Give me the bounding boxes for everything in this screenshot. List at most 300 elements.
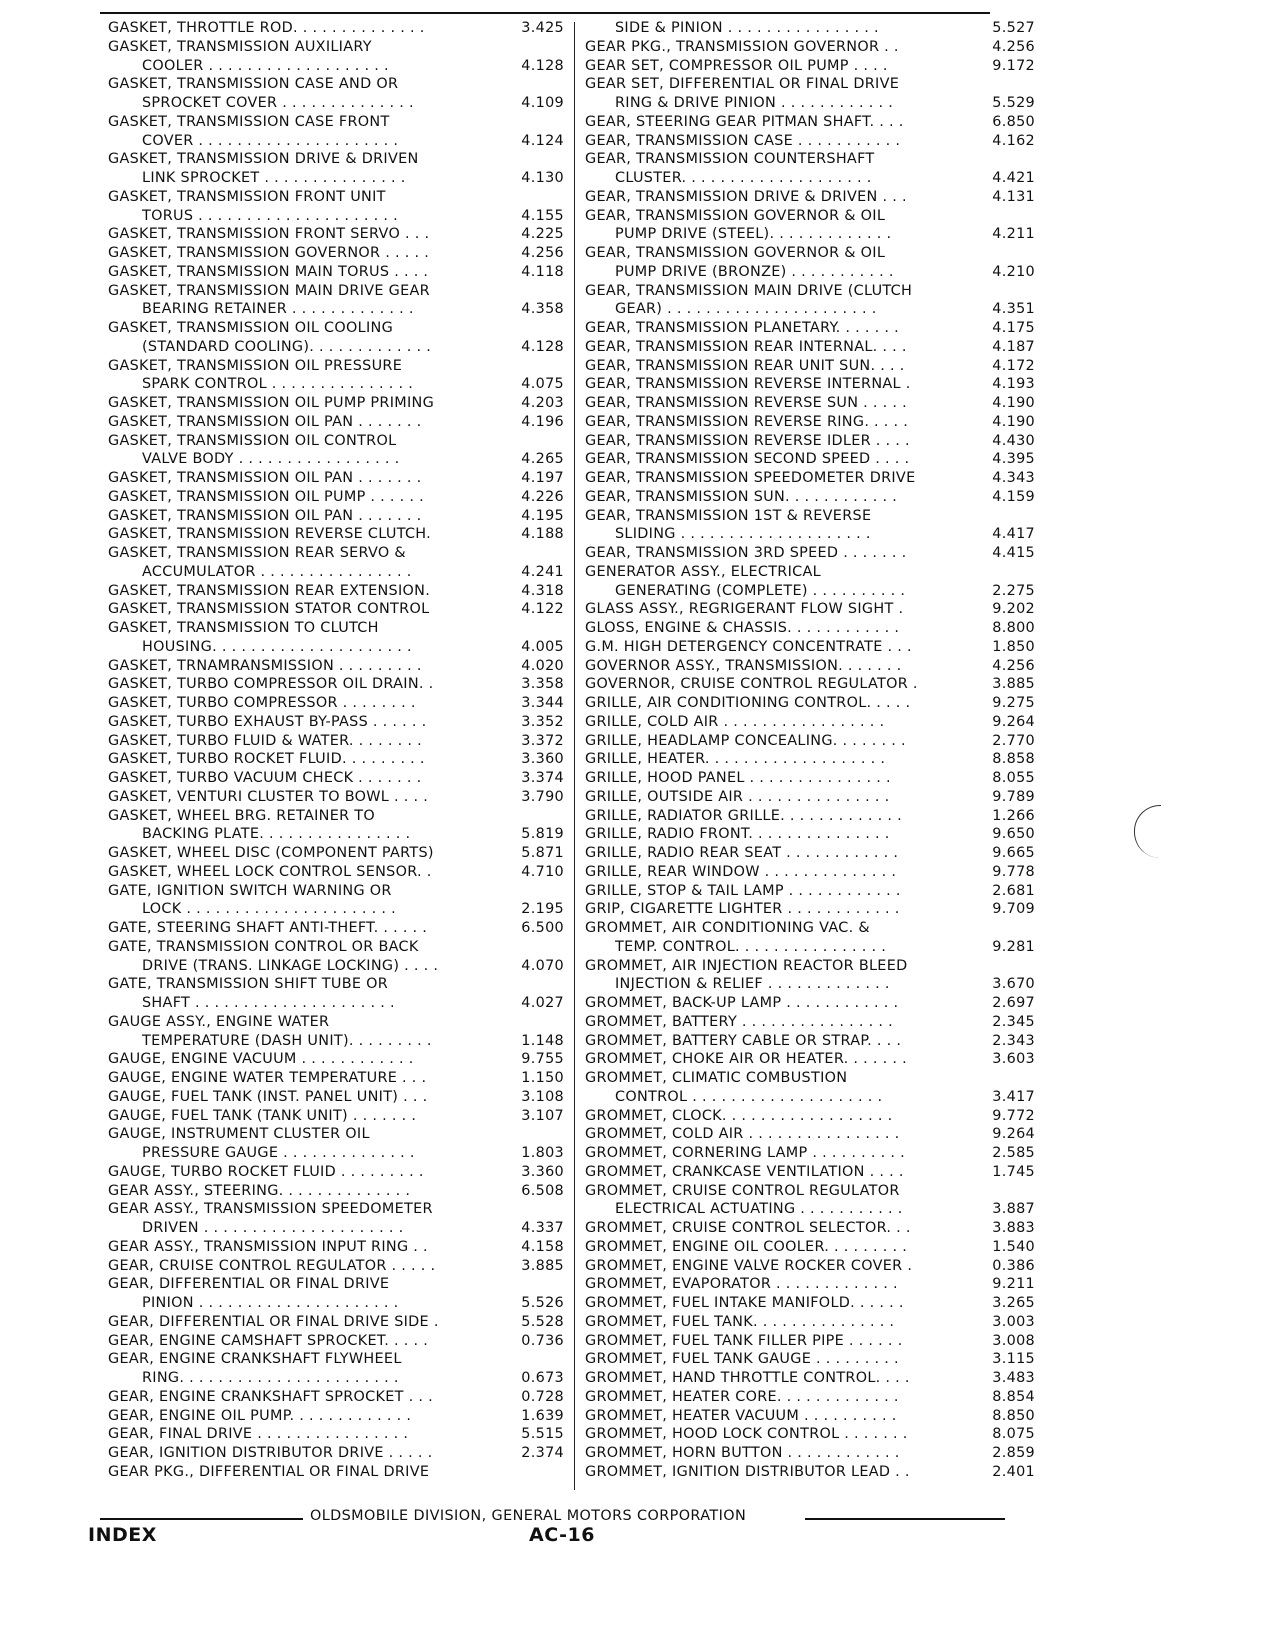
entry-number: 3.603 <box>992 1051 1035 1068</box>
index-entry <box>585 769 1035 788</box>
index-entry <box>108 750 566 769</box>
index-entry <box>108 113 566 132</box>
entry-name: GEAR, TRANSMISSION 3RD SPEED . . . . . . . <box>585 545 907 561</box>
entry-number: 4.430 <box>992 432 1035 449</box>
entry-name: RING. . . . . . . . . . . . . . . . . . . . . . . <box>142 1370 399 1386</box>
margin-bracket-mark <box>1134 805 1161 858</box>
entry-name: CONTROL . . . . . . . . . . . . . . . . . . . . <box>615 1088 883 1105</box>
entry-number: 3.360 <box>521 1163 564 1180</box>
entry-number: 3.885 <box>521 1257 564 1274</box>
index-entry <box>585 882 1035 901</box>
entry-number: 4.188 <box>521 526 564 543</box>
index-entry <box>585 1350 1035 1369</box>
index-entry <box>108 807 566 826</box>
entry-number: 9.665 <box>992 845 1035 861</box>
entry-name: GEAR SET, COMPRESSOR OIL PUMP . . . . <box>585 57 888 74</box>
entry-number: 6.850 <box>992 113 1035 130</box>
index-entry <box>108 319 566 338</box>
index-entry <box>585 694 1035 713</box>
entry-name: GEAR, CRUISE CONTROL REGULATOR . . . . . <box>108 1257 436 1274</box>
entry-name: GATE, TRANSMISSION CONTROL OR BACK <box>108 938 419 955</box>
entry-name: GOVERNOR, CRUISE CONTROL REGULATOR . <box>585 676 918 693</box>
index-entry <box>108 469 566 488</box>
entry-name: GRILLE, COLD AIR . . . . . . . . . . . . . . . . . <box>585 713 885 730</box>
index-entry <box>108 938 566 957</box>
entry-name: GEAR, ENGINE OIL PUMP. . . . . . . . . . . . . <box>108 1407 412 1424</box>
entry-name: GROMMET, CORNERING LAMP . . . . . . . . . . <box>585 1145 905 1161</box>
entry-name: GASKET, TRANSMISSION GOVERNOR . . . . . <box>108 245 430 261</box>
index-entry <box>108 694 566 713</box>
entry-number: 4.195 <box>521 507 564 524</box>
index-entry <box>108 150 566 169</box>
index-entry <box>585 975 1035 994</box>
entry-name: GROMMET, AIR CONDITIONING VAC. & <box>585 920 870 936</box>
entry-name: TEMPERATURE (DASH UNIT). . . . . . . . . <box>142 1032 432 1049</box>
entry-name: GEAR, TRANSMISSION REVERSE RING. . . . . <box>585 413 909 430</box>
entry-number: 9.789 <box>992 788 1035 805</box>
index-entry <box>585 582 1035 601</box>
index-entry <box>585 1444 1035 1463</box>
entry-name: GASKET, THROTTLE ROD. . . . . . . . . . . . . . <box>108 20 425 36</box>
entry-name: PRESSURE GAUGE . . . . . . . . . . . . . . <box>142 1145 415 1161</box>
index-entry <box>108 1388 566 1407</box>
entry-number: 4.131 <box>992 188 1035 205</box>
entry-number: 6.500 <box>521 920 564 936</box>
entry-number: 3.352 <box>521 713 564 730</box>
entry-number: 0.673 <box>521 1370 564 1386</box>
entry-name: SHAFT . . . . . . . . . . . . . . . . . . . . . <box>142 995 395 1011</box>
entry-number: 3.108 <box>521 1088 564 1105</box>
column-divider <box>574 22 575 1490</box>
entry-number: 4.128 <box>521 57 564 74</box>
index-entry <box>585 507 1035 526</box>
index-entry <box>585 638 1035 657</box>
entry-number: 3.885 <box>992 676 1035 693</box>
index-entry <box>585 150 1035 169</box>
entry-name: GASKET, TURBO COMPRESSOR OIL DRAIN. . <box>108 676 434 693</box>
entry-number: 9.264 <box>992 713 1035 730</box>
index-entry <box>585 525 1035 544</box>
entry-name: GEAR PKG., DIFFERENTIAL OR FINAL DRIVE <box>108 1463 430 1480</box>
index-entry <box>585 169 1035 188</box>
index-entry <box>108 1425 566 1444</box>
entry-number: 9.772 <box>992 1107 1035 1124</box>
entry-name: GASKET, WHEEL BRG. RETAINER TO <box>108 807 375 824</box>
entry-name: GROMMET, CHOKE AIR OR HEATER. . . . . . . <box>585 1051 907 1068</box>
index-entry <box>108 1144 566 1163</box>
index-entry <box>108 732 566 751</box>
index-entry <box>108 769 566 788</box>
entry-number: 4.109 <box>521 95 564 111</box>
index-entry <box>108 1332 566 1351</box>
index-entry <box>108 825 566 844</box>
index-entry <box>108 1407 566 1426</box>
entry-name: GRILLE, HEATER. . . . . . . . . . . . . . . . . . . <box>585 751 886 768</box>
entry-number: 4.256 <box>992 657 1035 674</box>
index-entry <box>108 263 566 282</box>
entry-name: GRILLE, AIR CONDITIONING CONTROL. . . . . <box>585 695 911 711</box>
index-entry <box>108 432 566 451</box>
entry-name: GASKET, TURBO EXHAUST BY-PASS . . . . . . <box>108 713 427 730</box>
entry-number: 5.819 <box>521 826 564 843</box>
index-entry <box>585 207 1035 226</box>
entry-name: GROMMET, HEATER VACUUM . . . . . . . . . . <box>585 1407 897 1424</box>
entry-name: SIDE & PINION . . . . . . . . . . . . . . . . <box>615 20 879 36</box>
entry-name: GROMMET, HAND THROTTLE CONTROL. . . . <box>585 1370 910 1386</box>
entry-number: 9.172 <box>992 57 1035 74</box>
index-entry <box>108 1369 566 1388</box>
entry-name: GROMMET, FUEL TANK. . . . . . . . . . . . . . . <box>585 1313 895 1330</box>
entry-number: 9.709 <box>992 901 1035 918</box>
index-entry <box>108 1013 566 1032</box>
index-entry <box>108 1275 566 1294</box>
index-entry <box>585 19 1035 38</box>
entry-name: GEAR, FINAL DRIVE . . . . . . . . . . . . . . . . <box>108 1426 409 1443</box>
entry-number: 4.318 <box>521 582 564 599</box>
entry-number: 3.374 <box>521 770 564 786</box>
entry-name: GENERATOR ASSY., ELECTRICAL <box>585 563 821 580</box>
index-entry <box>108 994 566 1013</box>
entry-name: HOUSING. . . . . . . . . . . . . . . . . . . . . <box>142 638 412 655</box>
entry-number: 1.266 <box>992 807 1035 824</box>
entry-name: GASKET, TRANSMISSION OIL COOLING <box>108 320 394 336</box>
entry-name: GLASS ASSY., REGRIGERANT FLOW SIGHT . <box>585 601 904 618</box>
index-entry <box>108 488 566 507</box>
entry-number: 3.883 <box>992 1220 1035 1236</box>
entry-name: GEAR, ENGINE CRANKSHAFT SPROCKET . . . <box>108 1388 433 1405</box>
index-entry <box>585 1144 1035 1163</box>
entry-number: 4.225 <box>521 226 564 243</box>
entry-name: GATE, IGNITION SWITCH WARNING OR <box>108 882 392 899</box>
index-entry <box>585 319 1035 338</box>
entry-name: GEAR, TRANSMISSION GOVERNOR & OIL <box>585 245 886 261</box>
entry-name: GEAR, DIFFERENTIAL OR FINAL DRIVE <box>108 1276 390 1293</box>
entry-name: GAUGE, ENGINE WATER TEMPERATURE . . . <box>108 1070 427 1086</box>
index-entry <box>585 113 1035 132</box>
entry-number: 2.697 <box>992 995 1035 1011</box>
entry-number: 4.226 <box>521 488 564 505</box>
entry-number: 4.256 <box>992 38 1035 55</box>
index-entry <box>108 338 566 357</box>
entry-number: 4.175 <box>992 320 1035 336</box>
index-entry <box>108 300 566 319</box>
entry-name: GROMMET, FUEL TANK FILLER PIPE . . . . . . <box>585 1332 903 1349</box>
index-entry <box>108 1088 566 1107</box>
index-entry <box>585 1369 1035 1388</box>
entry-name: GEAR, DIFFERENTIAL OR FINAL DRIVE SIDE . <box>108 1313 439 1330</box>
entry-name: GEAR PKG., TRANSMISSION GOVERNOR . . <box>585 38 899 55</box>
entry-number: 2.275 <box>992 582 1035 599</box>
entry-number: 4.343 <box>992 470 1035 486</box>
footer-division: OLDSMOBILE DIVISION, GENERAL MOTORS CORPORATION <box>310 1508 747 1524</box>
entry-name: GEAR, IGNITION DISTRIBUTOR DRIVE . . . . . <box>108 1445 433 1461</box>
entry-number: 9.275 <box>992 695 1035 711</box>
footer-rule-left <box>100 1518 303 1520</box>
index-entry <box>108 1444 566 1463</box>
index-entry <box>585 1275 1035 1294</box>
entry-number: 3.417 <box>992 1088 1035 1105</box>
entry-name: GASKET, TRANSMISSION REAR EXTENSION. <box>108 582 431 599</box>
index-entry <box>585 1182 1035 1201</box>
entry-name: PINION . . . . . . . . . . . . . . . . . . . . . <box>142 1295 399 1311</box>
index-entry <box>585 432 1035 451</box>
index-entry <box>585 1032 1035 1051</box>
index-entry <box>585 1088 1035 1107</box>
entry-name: GOVERNOR ASSY., TRANSMISSION. . . . . . . <box>585 657 902 674</box>
entry-number: 4.210 <box>992 263 1035 280</box>
index-entry <box>585 1107 1035 1126</box>
entry-number: 5.871 <box>521 845 564 861</box>
entry-name: GASKET, TURBO FLUID & WATER. . . . . . . . <box>108 732 422 749</box>
entry-name: GEAR, TRANSMISSION REAR INTERNAL. . . . <box>585 338 907 355</box>
entry-name: GROMMET, BATTERY CABLE OR STRAP. . . . <box>585 1032 902 1049</box>
entry-name: GAUGE, FUEL TANK (INST. PANEL UNIT) . . . <box>108 1088 428 1105</box>
index-entry <box>108 94 566 113</box>
index-entry <box>585 957 1035 976</box>
index-entry <box>108 188 566 207</box>
index-entry <box>585 938 1035 957</box>
entry-name: GROMMET, BATTERY . . . . . . . . . . . . . . . . <box>585 1013 894 1030</box>
entry-number: 4.158 <box>521 1238 564 1255</box>
entry-number: 4.124 <box>521 132 564 149</box>
entry-name: GEAR, TRANSMISSION 1ST & REVERSE <box>585 507 872 524</box>
entry-number: 4.162 <box>992 132 1035 149</box>
entry-name: GEAR, TRANSMISSION SUN. . . . . . . . . . . . <box>585 488 898 505</box>
entry-number: 3.425 <box>521 20 564 36</box>
entry-name: GASKET, TRANSMISSION REVERSE CLUTCH. <box>108 526 432 543</box>
index-entry <box>585 225 1035 244</box>
entry-number: 4.211 <box>992 226 1035 243</box>
entry-number: 8.850 <box>992 1407 1035 1424</box>
entry-number: 3.265 <box>992 1295 1035 1311</box>
entry-name: SLIDING . . . . . . . . . . . . . . . . . . . . <box>615 526 871 543</box>
entry-number: 4.193 <box>992 376 1035 393</box>
entry-name: GRILLE, RADIO REAR SEAT . . . . . . . . . . . . <box>585 845 899 861</box>
entry-name: GEAR ASSY., TRANSMISSION SPEEDOMETER <box>108 1201 433 1218</box>
entry-number: 3.670 <box>992 976 1035 993</box>
index-entry <box>108 975 566 994</box>
index-entry <box>108 582 566 601</box>
entry-name: GASKET, WHEEL LOCK CONTROL SENSOR. . <box>108 863 432 880</box>
index-entry <box>585 132 1035 151</box>
index-entry <box>108 450 566 469</box>
page-number: AC-16 <box>529 1524 595 1546</box>
index-entry <box>585 1163 1035 1182</box>
entry-name: GROMMET, ENGINE OIL COOLER. . . . . . . . . <box>585 1238 908 1255</box>
entry-name: GEAR, TRANSMISSION REAR UNIT SUN. . . . <box>585 357 905 374</box>
entry-number: 2.374 <box>521 1445 564 1461</box>
entry-number: 0.736 <box>521 1332 564 1349</box>
entry-number: 9.211 <box>992 1276 1035 1293</box>
entry-name: RING & DRIVE PINION . . . . . . . . . . . . <box>615 95 894 111</box>
entry-name: GEAR, ENGINE CRANKSHAFT FLYWHEEL <box>108 1351 402 1368</box>
index-entry <box>585 544 1035 563</box>
index-entry <box>108 638 566 657</box>
index-entry <box>585 1050 1035 1069</box>
entry-number: 0.386 <box>992 1257 1035 1274</box>
index-entry <box>585 994 1035 1013</box>
entry-number: 4.351 <box>992 301 1035 318</box>
index-entry <box>585 469 1035 488</box>
entry-name: LINK SPROCKET . . . . . . . . . . . . . . . <box>142 170 406 186</box>
index-entry <box>585 1069 1035 1088</box>
entry-number: 4.159 <box>992 488 1035 505</box>
entry-number: 5.526 <box>521 1295 564 1311</box>
index-entry <box>585 657 1035 676</box>
entry-name: GATE, TRANSMISSION SHIFT TUBE OR <box>108 976 389 993</box>
index-entry <box>585 1388 1035 1407</box>
top-rule <box>100 12 990 14</box>
index-entry <box>585 1313 1035 1332</box>
index-entry <box>108 132 566 151</box>
entry-name: GRILLE, STOP & TAIL LAMP . . . . . . . . . . . . <box>585 882 901 899</box>
entry-number: 1.803 <box>521 1145 564 1161</box>
entry-number: 5.529 <box>992 95 1035 111</box>
index-entry <box>108 375 566 394</box>
entry-name: GASKET, TURBO COMPRESSOR . . . . . . . . <box>108 695 416 711</box>
entry-number: 3.358 <box>521 676 564 693</box>
section-label: INDEX <box>88 1524 157 1546</box>
entry-name: GRILLE, HOOD PANEL . . . . . . . . . . . . . . . <box>585 770 891 786</box>
entry-name: GROMMET, CLOCK. . . . . . . . . . . . . . . . . . <box>585 1107 893 1124</box>
index-entry <box>585 1294 1035 1313</box>
index-entry <box>108 863 566 882</box>
entry-name: ACCUMULATOR . . . . . . . . . . . . . . . . <box>142 563 412 580</box>
entry-name: INJECTION & RELIEF . . . . . . . . . . . . . <box>615 976 890 993</box>
entry-number: 2.401 <box>992 1463 1035 1480</box>
entry-name: GEAR, TRANSMISSION REVERSE INTERNAL . <box>585 376 911 393</box>
index-entry <box>108 1107 566 1126</box>
index-entry <box>585 863 1035 882</box>
entry-number: 3.107 <box>521 1107 564 1124</box>
entry-name: GASKET, TRANSMISSION OIL PAN . . . . . . . <box>108 413 422 430</box>
entry-number: 8.075 <box>992 1426 1035 1443</box>
entry-number: 9.202 <box>992 601 1035 618</box>
index-entry <box>585 394 1035 413</box>
entry-number: 1.148 <box>521 1032 564 1049</box>
index-entry <box>585 750 1035 769</box>
index-entry <box>108 1238 566 1257</box>
index-entry <box>585 488 1035 507</box>
entry-name: GROMMET, CRUISE CONTROL REGULATOR <box>585 1182 900 1199</box>
entry-number: 4.196 <box>521 413 564 430</box>
entry-name: GASKET, TRANSMISSION OIL PUMP . . . . . . <box>108 488 425 505</box>
entry-name: GAUGE, ENGINE VACUUM . . . . . . . . . . . . <box>108 1051 414 1068</box>
entry-number: 1.540 <box>992 1238 1035 1255</box>
index-entry <box>585 375 1035 394</box>
entry-name: GEAR, TRANSMISSION REVERSE IDLER . . . . <box>585 432 910 449</box>
entry-name: GAUGE, TURBO ROCKET FLUID . . . . . . . . . <box>108 1163 424 1180</box>
entry-name: ELECTRICAL ACTUATING . . . . . . . . . . . <box>615 1201 903 1218</box>
entry-number: 4.395 <box>992 451 1035 468</box>
entry-name: GASKET, TRANSMISSION OIL PUMP PRIMING <box>108 395 435 411</box>
index-entry <box>585 57 1035 76</box>
entry-number: 4.197 <box>521 470 564 486</box>
entry-name: GEAR, STEERING GEAR PITMAN SHAFT. . . . <box>585 113 904 130</box>
entry-name: GASKET, TRANSMISSION FRONT UNIT <box>108 188 386 205</box>
index-entry <box>585 1407 1035 1426</box>
entry-name: GRILLE, RADIATOR GRILLE. . . . . . . . . . . . . <box>585 807 902 824</box>
entry-name: GASKET, TRANSMISSION OIL PAN . . . . . . . <box>108 470 422 486</box>
entry-name: GASKET, TRANSMISSION REAR SERVO & <box>108 545 406 561</box>
entry-number: 4.128 <box>521 338 564 355</box>
entry-name: DRIVEN . . . . . . . . . . . . . . . . . . . . . <box>142 1220 404 1236</box>
index-entry <box>108 657 566 676</box>
entry-number: 4.070 <box>521 957 564 974</box>
index-entry <box>108 357 566 376</box>
index-entry <box>108 394 566 413</box>
entry-name: GROMMET, BACK-UP LAMP . . . . . . . . . . . . <box>585 995 899 1011</box>
entry-name: GASKET, TRANSMISSION MAIN TORUS . . . . <box>108 263 429 280</box>
entry-name: GROMMET, FUEL TANK GAUGE . . . . . . . . . <box>585 1351 899 1368</box>
index-entry <box>108 844 566 863</box>
index-entry <box>585 563 1035 582</box>
entry-name: GASKET, TRANSMISSION CASE AND OR <box>108 76 399 93</box>
entry-number: 4.020 <box>521 657 564 674</box>
entry-number: 4.203 <box>521 395 564 411</box>
entry-name: GASKET, TRANSMISSION OIL PRESSURE <box>108 357 403 374</box>
entry-number: 3.344 <box>521 695 564 711</box>
entry-name: GRIP, CIGARETTE LIGHTER . . . . . . . . . . . . <box>585 901 900 918</box>
index-entry <box>108 957 566 976</box>
entry-number: 4.027 <box>521 995 564 1011</box>
entry-name: GROMMET, CRUISE CONTROL SELECTOR. . . <box>585 1220 911 1236</box>
entry-number: 4.005 <box>521 638 564 655</box>
entry-number: 2.585 <box>992 1145 1035 1161</box>
index-entry <box>108 713 566 732</box>
index-entry <box>108 1257 566 1276</box>
entry-number: 6.508 <box>521 1182 564 1199</box>
index-entry <box>585 1013 1035 1032</box>
index-entry <box>108 1294 566 1313</box>
entry-name: GROMMET, HOOD LOCK CONTROL . . . . . . . <box>585 1426 908 1443</box>
entry-number: 9.755 <box>521 1051 564 1068</box>
entry-name: GROMMET, CLIMATIC COMBUSTION <box>585 1070 848 1086</box>
entry-number: 3.008 <box>992 1332 1035 1349</box>
entry-number: 9.650 <box>992 826 1035 843</box>
entry-number: 4.130 <box>521 170 564 186</box>
entry-name: GASKET, WHEEL DISC (COMPONENT PARTS) <box>108 845 434 861</box>
index-entry <box>585 282 1035 301</box>
entry-number: 5.515 <box>521 1426 564 1443</box>
entry-name: GASKET, TRANSMISSION TO CLUTCH <box>108 620 379 636</box>
index-entry <box>585 788 1035 807</box>
entry-number: 1.639 <box>521 1407 564 1424</box>
entry-number: 4.172 <box>992 357 1035 374</box>
entry-number: 3.483 <box>992 1370 1035 1386</box>
entry-name: TEMP. CONTROL. . . . . . . . . . . . . . . . <box>615 938 887 955</box>
index-entry <box>108 1069 566 1088</box>
entry-name: GROMMET, HEATER CORE. . . . . . . . . . . . . <box>585 1388 899 1405</box>
entry-name: GRILLE, OUTSIDE AIR . . . . . . . . . . . . . . . <box>585 788 890 805</box>
index-entry <box>585 38 1035 57</box>
index-entry <box>585 619 1035 638</box>
entry-name: PUMP DRIVE (BRONZE) . . . . . . . . . . . <box>615 263 894 280</box>
index-entry <box>585 1257 1035 1276</box>
index-entry <box>585 1200 1035 1219</box>
entry-name: GRILLE, REAR WINDOW . . . . . . . . . . . . . . <box>585 863 897 880</box>
index-entry <box>108 1463 566 1482</box>
entry-number: 8.854 <box>992 1388 1035 1405</box>
index-entry <box>585 1332 1035 1351</box>
entry-number: 2.859 <box>992 1445 1035 1461</box>
entry-number: 9.778 <box>992 863 1035 880</box>
index-entry <box>585 263 1035 282</box>
entry-name: GAUGE ASSY., ENGINE WATER <box>108 1013 330 1030</box>
entry-name: GROMMET, EVAPORATOR . . . . . . . . . . . . . <box>585 1276 898 1293</box>
index-entry <box>108 413 566 432</box>
entry-name: GASKET, TRANSMISSION STATOR CONTROL <box>108 601 430 618</box>
